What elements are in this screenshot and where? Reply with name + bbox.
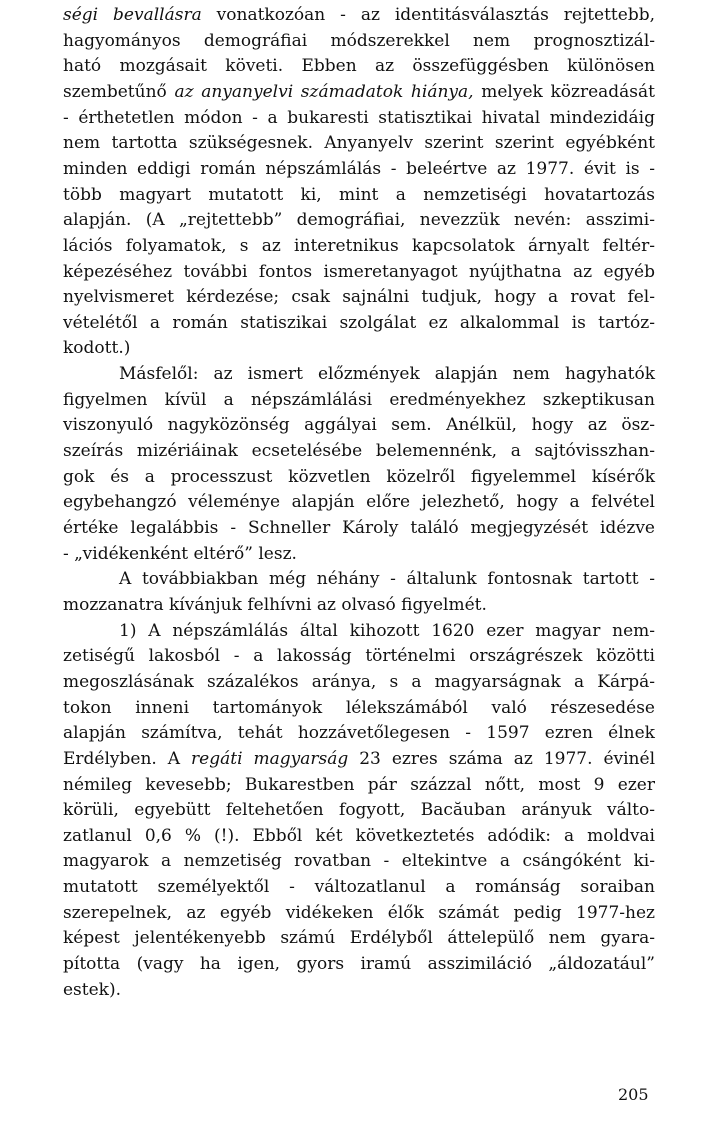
text-segment: egybehangzó véleménye alapján előre jelezhető, hogy a felvétel <box>63 492 655 513</box>
text-line <box>63 542 655 567</box>
text-line <box>63 490 655 515</box>
text-segment: hagyományos demográfiai módszerekkel nem prognosztizál- <box>63 30 655 51</box>
text-line <box>63 849 655 874</box>
text-segment: szembetűnő <box>63 81 175 102</box>
text-line <box>63 593 655 618</box>
text-segment: lációs folyamatok, s az interetnikus kapcsolatok árnyalt feltér- <box>63 235 655 256</box>
text-line <box>63 29 655 54</box>
text-line <box>63 696 655 721</box>
text-line <box>119 362 655 387</box>
text-segment: alapján számítva, tehát hozzávetőlegesen - 1597 ezren élnek <box>63 723 655 744</box>
text-line <box>63 183 655 208</box>
text-segment: képezéséhez további fontos ismeretanyagot nyújthatna az egyéb <box>63 261 655 282</box>
text-segment: vonatkozóan - az identitásválasztás rejtettebb, <box>201 5 655 25</box>
text-line <box>63 285 655 310</box>
text-line <box>63 208 655 233</box>
text-line <box>63 439 655 464</box>
text-segment: magyarok a nemzetiség rovatban - eltekintve a csángóként ki- <box>63 851 655 872</box>
text-line <box>63 131 655 156</box>
text-segment: értéke legalábbis - Schneller Károly találó megjegyzését idézve <box>63 518 655 538</box>
text-segment: mutatott személyektől - változatlanul a románság soraiban <box>63 877 655 898</box>
text-segment: pította (vagy ha igen, gyors iramú asszimiláció „áldozatául” <box>63 954 655 974</box>
text-segment: nyelvismeret kérdezése; csak sajnálni tudjuk, hogy a rovat fel- <box>63 287 655 308</box>
text-line <box>63 824 655 849</box>
text-segment: nem tartotta szükségesnek. Anyanyelv szerint szerint egyébként <box>63 133 655 154</box>
page-number: 205 <box>618 1085 649 1104</box>
text-segment: szerepelnek, az egyéb vidékeken élők számát pedig 1977-hez <box>63 902 655 923</box>
text-segment: képest jelentékenyebb számú Erdélyből áttelepülő nem gyara- <box>63 928 655 949</box>
text-line <box>63 721 655 746</box>
text-segment: A továbbiakban még néhány - általunk fontosnak tartott - <box>119 569 655 590</box>
text-line <box>63 670 655 695</box>
text-line <box>63 311 655 336</box>
text-segment: gok és a processzust közvetlen közelről figyelemmel kísérők <box>63 466 655 487</box>
text-line <box>63 54 655 79</box>
text-segment: némileg kevesebb; Bukarestben pár százzal nőtt, most 9 ezer <box>63 774 655 795</box>
italic-phrase: ségi bevallásra <box>63 5 202 25</box>
text-line <box>63 798 655 823</box>
text-segment: mozzanatra kívánjuk felhívni az olvasó figyelmét. <box>63 594 487 615</box>
text-segment: kodott.) <box>63 338 131 359</box>
text-segment: több magyart mutatott ki, mint a nemzetiségi hovatartozás <box>63 184 655 205</box>
text-line <box>63 926 655 951</box>
text-line <box>63 747 655 772</box>
text-line <box>63 978 655 1003</box>
text-segment: Erdélyben. A <box>63 748 192 769</box>
text-line <box>119 619 655 644</box>
text-segment: vételétől a román statiszikai szolgálat ez alkalommal is tartóz- <box>63 312 655 333</box>
text-segment: 1) A népszámlálás által kihozott 1620 ezer magyar nem- <box>119 620 655 641</box>
text-segment: megoszlásának százalékos aránya, s a magyarságnak a Kárpá- <box>63 671 655 692</box>
text-segment: viszonyuló nagyközönség aggályai sem. Anélkül, hogy az ösz- <box>63 415 655 436</box>
text-line <box>63 106 655 131</box>
text-segment: estek). <box>63 979 122 1000</box>
text-segment: melyek közreadását <box>473 81 655 102</box>
text-segment: minden eddigi román népszámlálás - beleértve az 1977. évit is - <box>63 158 655 179</box>
text-segment: alapján. (A „rejtettebb” demográfiai, nevezzük nevén: asszimi- <box>63 210 655 231</box>
italic-phrase: regáti magyarság <box>191 748 349 769</box>
text-segment: tokon inneni tartományok lélekszámából való részesedése <box>63 697 655 718</box>
text-line <box>63 234 655 259</box>
text-line <box>63 80 655 105</box>
text-line <box>63 260 655 285</box>
text-segment: szeírás mizériáinak ecsetelésébe belemennénk, a sajtóvisszhan- <box>63 441 655 461</box>
text-line <box>63 875 655 900</box>
text-line <box>63 773 655 798</box>
text-line <box>63 516 655 541</box>
text-line <box>63 413 655 438</box>
text-segment: figyelmen kívül a népszámlálási eredményekhez szkeptikusan <box>63 389 655 410</box>
text-line <box>63 3 655 28</box>
text-line <box>63 157 655 182</box>
italic-phrase: az anyanyelvi számadatok hiánya, <box>174 81 474 102</box>
text-segment: ható mozgásait követi. Ebben az összefüggésben különösen <box>63 56 655 77</box>
text-line <box>63 644 655 669</box>
text-line <box>63 901 655 926</box>
text-line <box>63 952 655 977</box>
text-segment: - „vidékenként eltérő” lesz. <box>63 543 297 564</box>
text-line <box>63 465 655 490</box>
text-segment: zetiségű lakosból - a lakosság történelmi országrészek közötti <box>63 646 655 667</box>
text-segment: - érthetetlen módon - a bukaresti statisztikai hivatal mindezidáig <box>63 107 655 128</box>
text-segment: Másfelől: az ismert előzmények alapján nem hagyhatók <box>119 364 655 385</box>
text-segment: körüli, egyebütt feltehetően fogyott, Bacăuban arányuk válto- <box>63 800 655 821</box>
text-line <box>63 336 655 361</box>
text-segment: 23 ezres száma az 1977. évinél <box>348 748 656 769</box>
text-line <box>119 567 655 592</box>
text-line <box>63 388 655 413</box>
text-segment: zatlanul 0,6 % (!). Ebből két következtetés adódik: a moldvai <box>63 825 655 846</box>
